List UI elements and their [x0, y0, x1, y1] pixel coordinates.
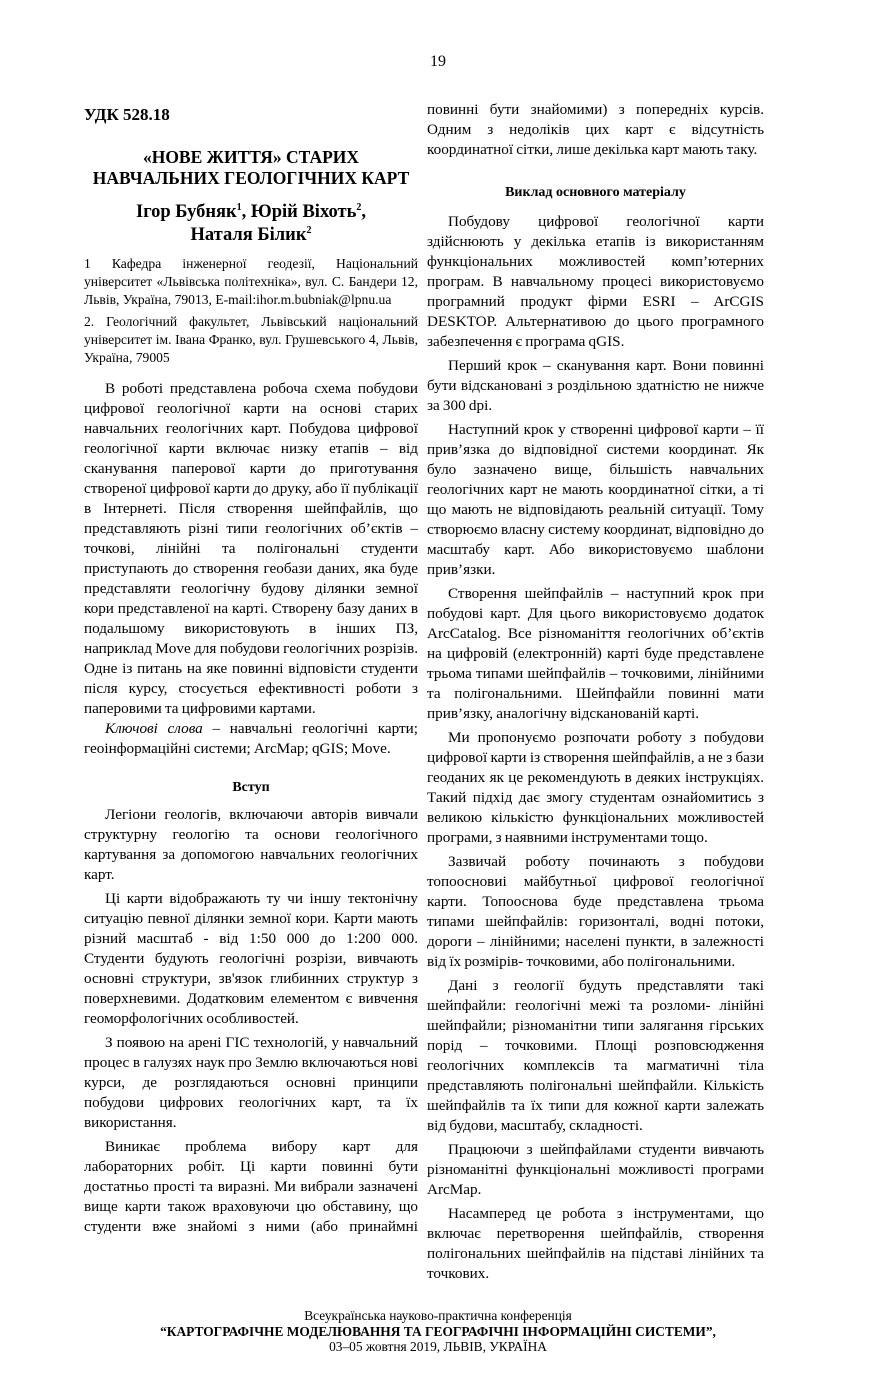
paragraph: Ми пропонуємо розпочати роботу з побудови цифрової карти із створення шейпфайлів, а не з бази геоданих як це рекомендують в деяких інструкціях. Такий підхід дає змогу студентам ознайомитись з великою кількістю функціональних можливостей програми, з наявними інструментами тощо. [427, 729, 764, 846]
paragraph: Створення шейпфайлів – наступний крок при побудові карт. Для цього використовуємо додаток ArcCatalog. Все різноманіття геологічних об’єктів на цифровій (електронній) карті буде представлене трьома типами шейпфайлів – точковими, лінійними та полігональними. Шейпфайли повинні мати прив’язку, аналогічну відсканованій карті. [427, 585, 764, 722]
abstract: В роботі представлена робоча схема побудови цифрової геологічної карти на основі старих навчальних геологічних карт. Побудова цифрової геологічної карти включає низку етапів – від сканування паперової карти до приготування створеної цифрової карти до друку, або її публікації в Інтернеті. Після створення шейпфайлів, що представляють різні типи геологічних об’єктів – точкові, лінійні та полігональні студенти приступають до створення геобази даних, яка буде представляти геологічну будову ділянки земної кори представленої на карті. Створену базу даних в подальшому використовують в інших ПЗ, наприклад Move для побудови геологічних розрізів. Одне із питань на яке повинні відповісти студенти після курсу, стосується ефективності роботи з паперовими та цифровими картами. [84, 380, 418, 717]
abstract-section [84, 379, 418, 759]
affiliation: 2. Геологічний факультет, Львівський національний університет ім. Івана Франко, вул. Грушевського 4, Львів, Україна, 79005 [84, 314, 418, 365]
paragraph: Зазвичай роботу починають з побудови топоосновиі майбутньої цифрової геологічної карти. Топооснова буде представлена трьома типами шейпфайлів: горизонталі, водні потоки, дороги – лінійними; населені пункти, в залежності від їх розмірів- точковими, або полігональними. [427, 853, 764, 970]
affiliation: 1 Кафедра інженерної геодезії, Національний університет «Львівська політехніка», вул. С. Бандери 12, Львів, Україна, 79013, E-mail:ihor.m.bubniak@lpnu.ua [84, 256, 418, 307]
footer-conference-title: “КАРТОГРАФІЧНЕ МОДЕЛЮВАННЯ ТА ГЕОГРАФІЧНІ ІНФОРМАЦІЙНІ СИСТЕМИ”, [160, 1323, 716, 1339]
paragraph-continuation: повинні бути знайомими) з попередніх курсів. Одним з недоліків цих карт є відсутність координатної сітки, лише декілька карт мають таку. [427, 101, 764, 158]
paragraph: Працюючи з шейпфайлами студенти вивчають різноманітні функціональні можливості програми ArcMap. [427, 1141, 764, 1198]
authors [84, 201, 418, 247]
keywords-label: Ключові слова [105, 720, 203, 737]
title-line: НАВЧАЛЬНИХ ГЕОЛОГІЧНИХ КАРТ [92, 168, 410, 188]
author-name: Ігор Бубняк [136, 202, 237, 222]
paragraph: Легіони геологів, включаючи авторів вивчали структурну геологію та основи геологічного картування за допомогою навчальних геологічних карт. [84, 806, 418, 883]
author-name: Наталя Білик [190, 225, 307, 245]
footer-date-place: 03–05 жовтня 2019, ЛЬВІВ, УКРАЇНА [329, 1339, 547, 1354]
author-affiliation-mark: 2 [306, 224, 312, 236]
paragraph: З появою на арені ГІС технологій, у навчальний процес в галузях наук про Землю включаються нові курси, де розглядаються основні принципи побудови цифрових геологічних карт, та їх використання. [84, 1034, 418, 1131]
author-affiliation-mark: 1 [236, 201, 242, 213]
keywords-text: – навчальні геологічні карти; геоінформаційні системи; ArcMap; qGIS; Move. [84, 720, 418, 757]
paragraph: Насамперед це робота з інструментами, що включає перетворення шейпфайлів, створення полігональних шейпфайлів на підставі лінійних та точкових. [427, 1205, 764, 1282]
keywords [84, 719, 418, 759]
footer-line: Всеукраїнська науково-практична конференція [304, 1308, 572, 1323]
section-heading-intro: Вступ [232, 780, 270, 795]
paragraph: Ці карти відображають ту чи іншу тектонічну ситуацію певної ділянки земної кори. Карти мають різний масштаб - від 1:50 000 до 1:200 000. Студенти будують геологічні розрізи, вивчають основні структури, зв'язок глибинних структур з поверхневими. Додатковим елементом є вивчення геоморфологічних особливостей. [84, 890, 418, 1027]
author-separator: , [361, 202, 366, 222]
title-line: «НОВЕ ЖИТТЯ» СТАРИХ [142, 147, 360, 167]
paragraph: Дані з геології будуть представляти такі шейпфайли: геологічні межі та розломи- лінійні шейпфайли; різноманітни типи залягання гірських порід – точковими. Площі розповсюдження геологічних комплексів та магматичні тіла представляють полігональні шейпфайли. Кількість шейпфайлів та їх типи для кожної карти залежать від будови, масштабу, складності. [427, 977, 764, 1134]
intro-section [84, 805, 418, 1237]
conference-footer [0, 1308, 876, 1375]
paragraph: Наступний крок у створенні цифрової карти – її прив’язка до відповідної системи координат. Як було зазначено вище, більшість навчальних геологічних карт не мають координатної сітки, а ті що мають не відповідають реальній ситуації. Тому створюємо власну систему координат, відповідно до масштабу карт. Або використовуємо шаблони прив’язки. [427, 421, 764, 578]
paragraph: Побудову цифрової геологічної карти здійснюють у декілька етапів із використанням функціональних можливостей комп’ютерних програм. В навчальному процесі використовуємо програмний продукт фірми ESRI – ArCGIS DESKTOP. Альтернативою до цього програмного забезпечення є програма qGIS. [427, 213, 764, 350]
affiliations [84, 255, 418, 367]
right-column [427, 100, 764, 1284]
section-heading-main: Виклад основного матеріалу [505, 185, 686, 200]
author-affiliation-mark: 2 [356, 201, 362, 213]
paragraph: Перший крок – сканування карт. Вони повинні бути відскановані з роздільною здатністю не нижче за 300 dpi. [427, 357, 764, 414]
article-title [84, 147, 418, 189]
two-column-body [0, 101, 876, 1284]
page-number: 19 [430, 53, 446, 70]
left-column [84, 104, 418, 1237]
udc-code: УДК 528.18 [84, 105, 170, 124]
author-name: , Юрій Віхоть [241, 202, 357, 222]
paragraph: Виникає проблема вибору карт для лабораторних робіт. Ці карти повинні бути достатньо прості та виразні. Ми вибрали зазначені вище карти також враховуючи цю обставину, що студенти вже знайомі з ними (або принаймні [84, 1138, 418, 1235]
